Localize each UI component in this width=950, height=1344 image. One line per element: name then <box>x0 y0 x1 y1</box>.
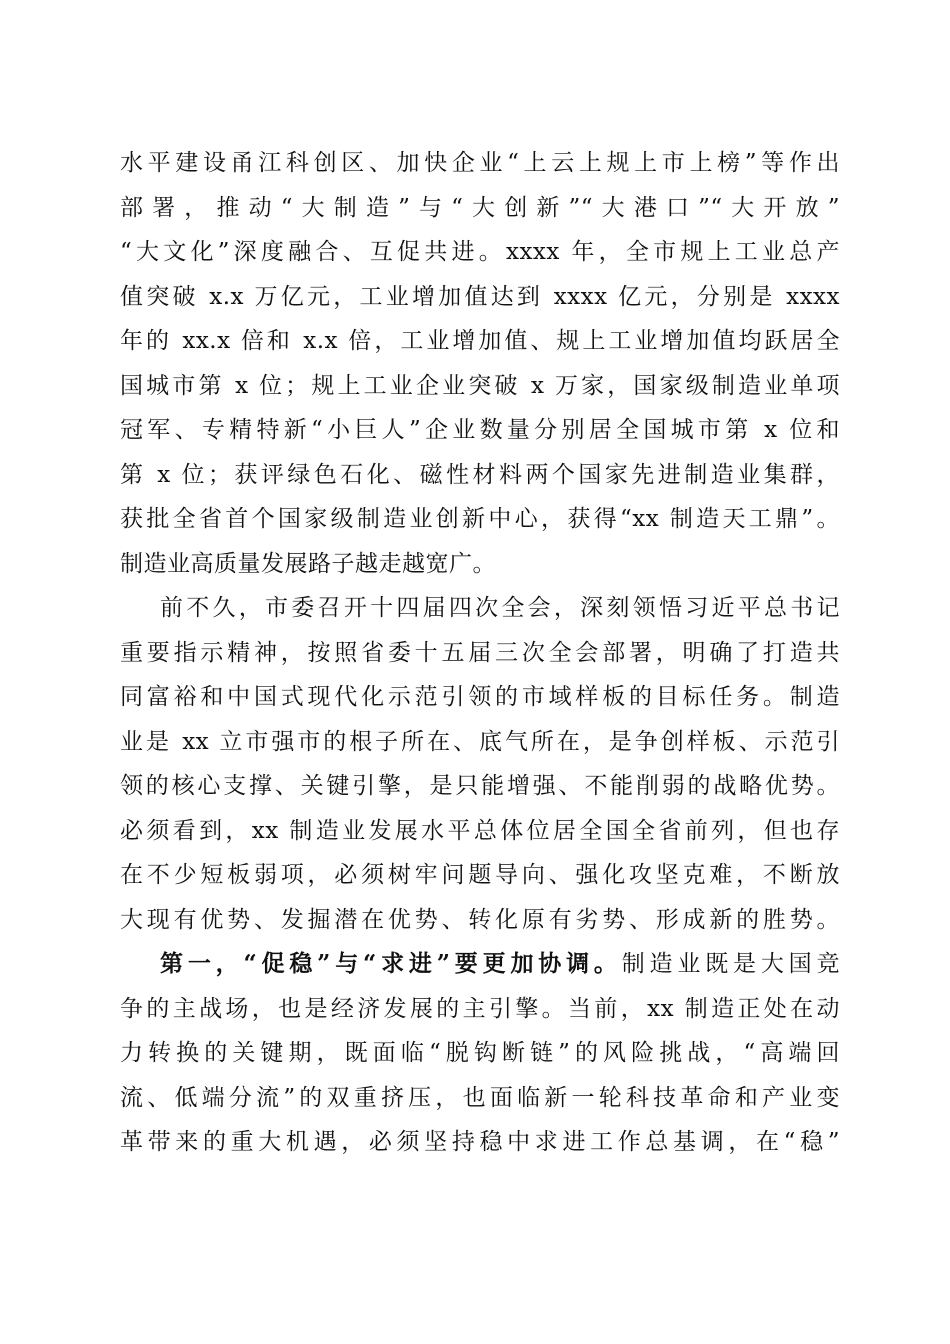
text-line: 值突破 x.x 万亿元，工业增加值达到 xxxx 亿元，分别是 xxxx <box>120 283 840 310</box>
text-line: 重要指示精神，按照省委十五届三次全会部署，明确了打造共 <box>120 639 840 666</box>
text-line: 必须看到，xx 制造业发展水平总体位居全国全省前列，但也存 <box>120 817 840 844</box>
text-line: 年的 xx.x 倍和 x.x 倍，工业增加值、规上工业增加值均跃居全 <box>120 328 840 354</box>
text-line: 力转换的关键期，既面临“脱钩断链”的风险挑战，“高端回 <box>120 1040 840 1066</box>
text-line: 大现有优势、发掘潜在优势、转化原有劣势、形成新的胜势。 <box>120 906 840 933</box>
text-line: 革带来的重大机遇，必须坚持稳中求进工作总基调，在“稳” <box>120 1129 840 1155</box>
text-line: “大文化”深度融合、互促共进。xxxx 年，全市规上工业总产 <box>120 239 840 265</box>
text-line: 制造业高质量发展路子越走越宽广。 <box>120 550 496 577</box>
paragraph-1 <box>120 141 840 586</box>
text-line: 部署，推动“大制造”与“大创新”“大港口”“大开放” <box>120 194 840 221</box>
text-line: 获批全省首个国家级制造业创新中心，获得“xx 制造天工鼎”。 <box>120 506 840 532</box>
text-line: 业是 xx 立市强市的根子所在、底气所在，是争创样板、示范引 <box>120 728 840 755</box>
body-text <box>120 141 840 1165</box>
text-line: 前不久，市委召开十四届四次全会，深刻领悟习近平总书记 <box>160 595 840 621</box>
text-line: 水平建设甬江科创区、加快企业“上云上规上市上榜”等作出 <box>120 150 840 176</box>
text-line: 同富裕和中国式现代化示范引领的市域样板的目标任务。制造 <box>120 684 840 710</box>
paragraph-2 <box>120 586 840 942</box>
text-line: 领的核心支撑、关键引擎，是只能增强、不能削弱的战略优势。 <box>120 773 840 799</box>
text-run: 制造业既是大国竞 <box>621 951 840 977</box>
text-line: 第 x 位；获评绿色石化、磁性材料两个国家先进制造业集群， <box>120 461 840 488</box>
section-heading: 第一，“促稳”与“求进”要更加协调。 <box>160 950 622 977</box>
text-line <box>120 942 840 987</box>
text-line: 国城市第 x 位；规上工业企业突破 x 万家，国家级制造业单项 <box>120 372 840 399</box>
text-line: 冠军、专精特新“小巨人”企业数量分别居全国城市第 x 位和 <box>120 417 840 443</box>
text-line: 争的主战场，也是经济发展的主引擎。当前，xx 制造正处在动 <box>120 995 840 1022</box>
text-line: 流、低端分流”的双重挤压，也面临新一轮科技革命和产业变 <box>120 1084 840 1111</box>
text-line: 在不少短板弱项，必须树牢问题导向、强化攻坚克难，不断放 <box>120 862 840 888</box>
paragraph-3 <box>120 942 840 1165</box>
